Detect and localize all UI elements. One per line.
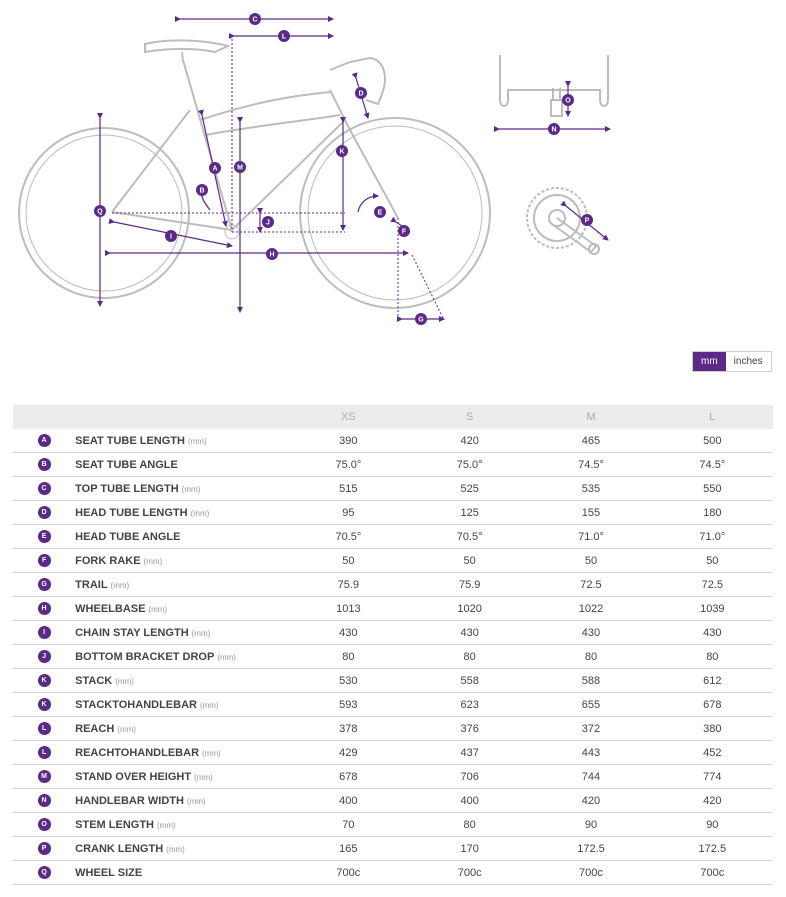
row-value-m: 700c bbox=[530, 861, 651, 885]
table-row bbox=[13, 645, 773, 669]
row-label-cell bbox=[75, 861, 288, 885]
row-label-cell bbox=[75, 813, 288, 837]
size-header-m: M bbox=[530, 405, 651, 429]
row-value-xs: 50 bbox=[288, 549, 409, 573]
row-letter-badge: E bbox=[38, 530, 51, 543]
row-value-s: 80 bbox=[409, 645, 530, 669]
row-value-xs: 1013 bbox=[288, 597, 409, 621]
row-label-cell bbox=[75, 453, 288, 477]
table-row bbox=[13, 837, 773, 861]
row-letter-badge: C bbox=[38, 482, 51, 495]
row-value-m: 71.0° bbox=[530, 525, 651, 549]
label-f: F bbox=[401, 228, 407, 236]
row-letter-badge: G bbox=[38, 578, 51, 591]
row-badge-cell bbox=[13, 501, 75, 525]
row-letter-badge: Q bbox=[38, 866, 51, 879]
row-badge-cell bbox=[13, 789, 75, 813]
row-measurement-name: BOTTOM BRACKET DROP bbox=[75, 650, 215, 663]
row-value-xs: 75.0° bbox=[288, 453, 409, 477]
row-unit: (mm) bbox=[217, 652, 236, 662]
row-letter-badge: N bbox=[38, 794, 51, 807]
row-value-l: 430 bbox=[652, 621, 773, 645]
row-value-l: 550 bbox=[652, 477, 773, 501]
row-unit: (mm) bbox=[191, 628, 211, 638]
label-a: A bbox=[212, 165, 218, 173]
table-row bbox=[13, 669, 773, 693]
label-g: G bbox=[418, 316, 424, 324]
row-value-m: 535 bbox=[530, 477, 651, 501]
row-unit: (mm) bbox=[110, 580, 130, 590]
row-value-l: 678 bbox=[652, 693, 773, 717]
row-unit: (mm) bbox=[202, 748, 221, 758]
row-value-xs: 515 bbox=[288, 477, 409, 501]
row-unit: (mm) bbox=[115, 676, 134, 686]
table-row bbox=[13, 453, 773, 477]
bike-geometry-diagram bbox=[0, 0, 786, 340]
unit-mm-button[interactable]: mm bbox=[693, 352, 726, 371]
row-badge-cell bbox=[13, 573, 75, 597]
row-label-cell bbox=[75, 621, 288, 645]
row-value-m: 465 bbox=[530, 429, 651, 453]
row-measurement-name: STAND OVER HEIGHT bbox=[75, 770, 192, 783]
row-value-xs: 530 bbox=[288, 669, 409, 693]
table-row bbox=[13, 573, 773, 597]
table-row bbox=[13, 693, 773, 717]
row-value-s: 75.0° bbox=[409, 453, 530, 477]
table-row bbox=[13, 501, 773, 525]
row-unit: (mm) bbox=[157, 820, 176, 830]
label-p: P bbox=[584, 217, 590, 225]
row-unit: (mm) bbox=[117, 724, 136, 734]
label-d: D bbox=[358, 90, 364, 98]
row-badge-cell bbox=[13, 813, 75, 837]
row-value-s: 558 bbox=[409, 669, 530, 693]
row-label-cell bbox=[75, 573, 288, 597]
row-value-s: 623 bbox=[409, 693, 530, 717]
label-n: N bbox=[551, 126, 557, 134]
row-value-l: 90 bbox=[652, 813, 773, 837]
dimension-arrows bbox=[100, 16, 444, 319]
row-measurement-name: WHEELBASE bbox=[75, 602, 146, 615]
row-value-m: 744 bbox=[530, 765, 651, 789]
row-value-xs: 400 bbox=[288, 789, 409, 813]
label-k: K bbox=[339, 148, 345, 156]
table-row bbox=[13, 717, 773, 741]
row-value-s: 1020 bbox=[409, 597, 530, 621]
row-value-l: 1039 bbox=[652, 597, 773, 621]
row-value-l: 380 bbox=[652, 717, 773, 741]
row-letter-badge: L bbox=[38, 722, 51, 735]
row-value-xs: 678 bbox=[288, 765, 409, 789]
size-header-xs: XS bbox=[288, 405, 409, 429]
row-value-m: 72.5 bbox=[530, 573, 651, 597]
row-value-l: 180 bbox=[652, 501, 773, 525]
handlebar-drawing bbox=[500, 55, 608, 116]
row-unit: (mm) bbox=[187, 436, 207, 446]
row-value-xs: 75.9 bbox=[288, 573, 409, 597]
row-badge-cell bbox=[13, 669, 75, 693]
row-unit: (mm) bbox=[186, 796, 206, 806]
row-measurement-name: HANDLEBAR WIDTH bbox=[75, 794, 184, 807]
row-value-m: 80 bbox=[530, 645, 651, 669]
table-row bbox=[13, 477, 773, 501]
row-letter-badge: M bbox=[38, 770, 51, 783]
row-value-s: 700c bbox=[409, 861, 530, 885]
row-value-l: 420 bbox=[652, 789, 773, 813]
row-value-m: 1022 bbox=[530, 597, 651, 621]
header-blank bbox=[13, 405, 75, 429]
row-measurement-name: REACH bbox=[75, 722, 115, 735]
label-i: I bbox=[170, 233, 172, 241]
row-badge-cell bbox=[13, 765, 75, 789]
label-e: E bbox=[377, 209, 383, 217]
row-value-l: 700c bbox=[652, 861, 773, 885]
row-label-cell bbox=[75, 429, 288, 453]
row-badge-cell bbox=[13, 597, 75, 621]
row-letter-badge: K bbox=[38, 698, 51, 711]
row-measurement-name: STACKTOHANDLEBAR bbox=[75, 698, 197, 711]
row-label-cell bbox=[75, 741, 288, 765]
row-measurement-name: CRANK LENGTH bbox=[75, 842, 164, 855]
row-label-cell bbox=[75, 693, 288, 717]
table-row bbox=[13, 861, 773, 885]
row-value-xs: 70 bbox=[288, 813, 409, 837]
row-label-cell bbox=[75, 477, 288, 501]
row-value-xs: 430 bbox=[288, 621, 409, 645]
row-value-xs: 95 bbox=[288, 501, 409, 525]
row-label-cell bbox=[75, 765, 288, 789]
row-value-s: 430 bbox=[409, 621, 530, 645]
row-value-l: 50 bbox=[652, 549, 773, 573]
row-value-s: 525 bbox=[409, 477, 530, 501]
row-value-xs: 429 bbox=[288, 741, 409, 765]
table-row bbox=[13, 429, 773, 453]
row-value-l: 612 bbox=[652, 669, 773, 693]
row-value-l: 71.0° bbox=[652, 525, 773, 549]
row-badge-cell bbox=[13, 645, 75, 669]
size-header-l: L bbox=[652, 405, 773, 429]
row-unit: (mm) bbox=[181, 484, 201, 494]
row-value-s: 125 bbox=[409, 501, 530, 525]
row-badge-cell bbox=[13, 429, 75, 453]
row-value-s: 437 bbox=[409, 741, 530, 765]
row-measurement-name: CHAIN STAY LENGTH bbox=[75, 626, 189, 639]
row-measurement-name: TOP TUBE LENGTH bbox=[75, 482, 179, 495]
table-row bbox=[13, 621, 773, 645]
row-value-xs: 378 bbox=[288, 717, 409, 741]
row-value-s: 170 bbox=[409, 837, 530, 861]
table-header bbox=[13, 405, 773, 429]
row-value-m: 90 bbox=[530, 813, 651, 837]
table-row bbox=[13, 789, 773, 813]
row-letter-badge: I bbox=[38, 626, 51, 639]
row-measurement-name: REACHTOHANDLEBAR bbox=[75, 746, 200, 759]
header-blank bbox=[75, 405, 288, 429]
row-value-l: 74.5° bbox=[652, 453, 773, 477]
row-unit: (mm) bbox=[143, 556, 163, 566]
row-measurement-name: SEAT TUBE ANGLE bbox=[75, 458, 178, 471]
row-value-s: 75.9 bbox=[409, 573, 530, 597]
row-value-m: 372 bbox=[530, 717, 651, 741]
row-value-l: 500 bbox=[652, 429, 773, 453]
row-unit: (mm) bbox=[190, 508, 210, 518]
table-row bbox=[13, 741, 773, 765]
row-letter-badge: P bbox=[38, 842, 51, 855]
row-value-s: 50 bbox=[409, 549, 530, 573]
row-unit: (mm) bbox=[194, 772, 213, 782]
row-value-l: 80 bbox=[652, 645, 773, 669]
row-unit: (mm) bbox=[166, 844, 185, 854]
row-label-cell bbox=[75, 717, 288, 741]
row-label-cell bbox=[75, 525, 288, 549]
row-value-m: 655 bbox=[530, 693, 651, 717]
unit-toggle bbox=[692, 351, 772, 372]
row-badge-cell bbox=[13, 741, 75, 765]
label-q: Q bbox=[97, 208, 103, 216]
table-row bbox=[13, 813, 773, 837]
bike-outline bbox=[19, 40, 490, 308]
row-value-xs: 165 bbox=[288, 837, 409, 861]
row-measurement-name: FORK RAKE bbox=[75, 554, 141, 567]
label-h: H bbox=[269, 251, 275, 259]
row-value-s: 706 bbox=[409, 765, 530, 789]
label-m: M bbox=[237, 164, 243, 172]
row-unit: (mm) bbox=[148, 604, 168, 614]
row-badge-cell bbox=[13, 717, 75, 741]
row-value-m: 155 bbox=[530, 501, 651, 525]
row-value-m: 443 bbox=[530, 741, 651, 765]
row-measurement-name: STACK bbox=[75, 674, 113, 687]
row-value-l: 72.5 bbox=[652, 573, 773, 597]
row-badge-cell bbox=[13, 693, 75, 717]
row-letter-badge: J bbox=[38, 650, 51, 663]
guide-lines bbox=[112, 35, 444, 320]
row-value-l: 452 bbox=[652, 741, 773, 765]
row-measurement-name: SEAT TUBE LENGTH bbox=[75, 434, 185, 447]
row-letter-badge: L bbox=[38, 746, 51, 759]
row-value-xs: 80 bbox=[288, 645, 409, 669]
row-value-l: 774 bbox=[652, 765, 773, 789]
row-value-s: 70.5° bbox=[409, 525, 530, 549]
row-badge-cell bbox=[13, 525, 75, 549]
row-measurement-name: STEM LENGTH bbox=[75, 818, 154, 831]
table-body bbox=[13, 429, 773, 885]
row-letter-badge: K bbox=[38, 674, 51, 687]
table-row bbox=[13, 549, 773, 573]
row-unit: (mm) bbox=[199, 700, 219, 710]
row-value-s: 376 bbox=[409, 717, 530, 741]
geometry-table bbox=[13, 405, 773, 885]
row-letter-badge: O bbox=[38, 818, 51, 831]
row-letter-badge: B bbox=[38, 458, 51, 471]
row-value-xs: 70.5° bbox=[288, 525, 409, 549]
label-j: J bbox=[266, 219, 270, 227]
row-value-s: 80 bbox=[409, 813, 530, 837]
table-row bbox=[13, 525, 773, 549]
row-label-cell bbox=[75, 597, 288, 621]
row-badge-cell bbox=[13, 453, 75, 477]
row-badge-cell bbox=[13, 549, 75, 573]
row-value-s: 420 bbox=[409, 429, 530, 453]
row-value-xs: 390 bbox=[288, 429, 409, 453]
row-measurement-name: HEAD TUBE ANGLE bbox=[75, 530, 181, 543]
row-value-m: 74.5° bbox=[530, 453, 651, 477]
row-value-s: 400 bbox=[409, 789, 530, 813]
row-label-cell bbox=[75, 837, 288, 861]
table-row bbox=[13, 765, 773, 789]
row-badge-cell bbox=[13, 621, 75, 645]
label-l: L bbox=[281, 33, 287, 41]
row-badge-cell bbox=[13, 477, 75, 501]
label-b: B bbox=[199, 187, 205, 195]
row-value-xs: 593 bbox=[288, 693, 409, 717]
size-header-s: S bbox=[409, 405, 530, 429]
label-o: O bbox=[565, 97, 571, 105]
row-value-m: 588 bbox=[530, 669, 651, 693]
table-row bbox=[13, 597, 773, 621]
unit-inches-button[interactable]: inches bbox=[726, 352, 771, 371]
row-badge-cell bbox=[13, 837, 75, 861]
row-label-cell bbox=[75, 789, 288, 813]
row-value-m: 172.5 bbox=[530, 837, 651, 861]
row-value-m: 420 bbox=[530, 789, 651, 813]
row-letter-badge: D bbox=[38, 506, 51, 519]
row-value-m: 50 bbox=[530, 549, 651, 573]
row-measurement-name: HEAD TUBE LENGTH bbox=[75, 506, 188, 519]
row-label-cell bbox=[75, 549, 288, 573]
row-label-cell bbox=[75, 669, 288, 693]
row-measurement-name: TRAIL bbox=[75, 578, 108, 591]
row-letter-badge: H bbox=[38, 602, 51, 615]
row-value-xs: 700c bbox=[288, 861, 409, 885]
row-value-l: 172.5 bbox=[652, 837, 773, 861]
row-value-m: 430 bbox=[530, 621, 651, 645]
row-letter-badge: A bbox=[38, 434, 51, 447]
label-c: C bbox=[252, 16, 258, 24]
row-measurement-name: WHEEL SIZE bbox=[75, 866, 143, 879]
row-badge-cell bbox=[13, 861, 75, 885]
row-label-cell bbox=[75, 501, 288, 525]
row-label-cell bbox=[75, 645, 288, 669]
row-letter-badge: F bbox=[38, 554, 51, 567]
